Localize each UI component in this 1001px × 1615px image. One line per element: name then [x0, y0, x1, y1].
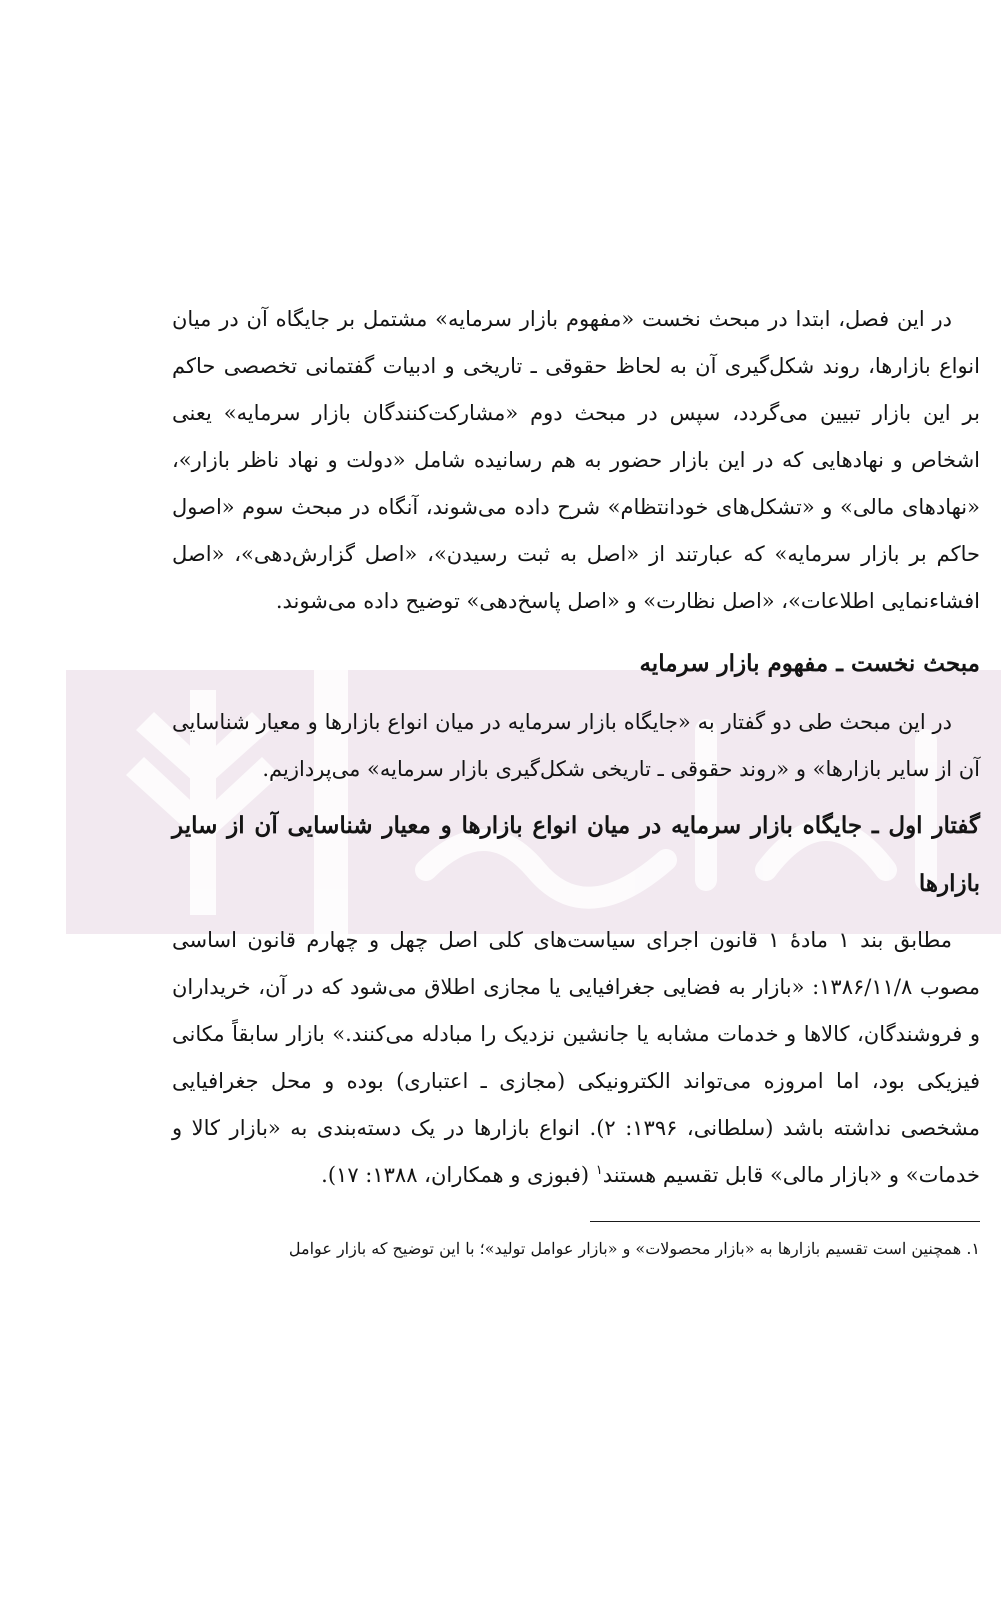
footnote-divider: [590, 1221, 980, 1222]
page-content: [172, 296, 980, 1262]
section-paragraph: در این مبحث طی دو گفتار به «جایگاه بازار سرمایه در میان انواع بازارها و معیار شناسایی آن از سایر بازارها» و «روند حقوقی ـ تاریخی شکل‌گیری بازار سرمایه» می‌پردازیم.: [172, 710, 980, 781]
chapter-paragraph-tail: (فبوزی و همکاران، ۱۳۸۸: ۱۷).: [321, 1163, 596, 1187]
section-heading: مبحث نخست ـ مفهوم بازار سرمایه: [639, 650, 980, 677]
chapter-paragraph: [172, 917, 980, 1199]
footnote-reference[interactable]: ۱: [595, 1163, 603, 1178]
chapter-heading: گفتار اول ـ جایگاه بازار سرمایه در میان انواع بازارها و معیار شناسایی آن از سایر بازارها: [172, 812, 980, 897]
footnote-text: ۱. همچنین است تقسیم بازارها به «بازار محصولات» و «بازار عوامل تولید»؛ با این توضیح که بازار عوامل: [288, 1239, 980, 1258]
intro-paragraph: در این فصل، ابتدا در مبحث نخست «مفهوم بازار سرمایه» مشتمل بر جایگاه آن در میان انواع بازارها، روند شکل‌گیری آن به لحاظ حقوقی ـ تاریخی و ادبیات گفتمانی تخصصی حاکم بر این بازار تبیین می‌گردد، سپس در مبحث دوم «مشارکت‌کنندگان بازار سرمایه» یعنی اشخاص و نهادهایی که در این بازار حضور به هم رسانیده شامل «دولت و نهاد ناظر بازار»، «نهادهای مالی» و «تشکل‌های خودانتظام» شرح داده می‌شوند، آنگاه در مبحث سوم «اصول حاکم بر بازار سرمایه» که عبارتند از «اصل به ثبت رسیدن»، «اصل گزارش‌دهی»، «اصل افشاءنمایی اطلاعات»، «اصل نظارت» و «اصل پاسخ‌دهی» توضیح داده می‌شوند.: [172, 307, 980, 613]
chapter-paragraph-main: مطابق بند ۱ مادهٔ ۱ قانون اجرای سیاست‌های کلی اصل چهل و چهارم قانون اساسی مصوب ۱۳۸۶/۱۱/۸: «بازار به فضایی جغرافیایی یا مجازی اطلاق می‌شود که در آن، خریداران و فروشندگان، کالاها و خدمات مشابه یا جانشین نزدیک را مبادله می‌کنند.» بازار سابقاً مکانی فیزیکی بود، اما امروزه می‌تواند الکترونیکی (مجازی ـ اعتباری) بوده و محل جغرافیایی مشخصی نداشته باشد (سلطانی، ۱۳۹۶: ۲). انواع بازارها در یک دسته‌بندی به «بازار کالا و خدمات» و «بازار مالی» قابل تقسیم هستند: [172, 928, 980, 1187]
